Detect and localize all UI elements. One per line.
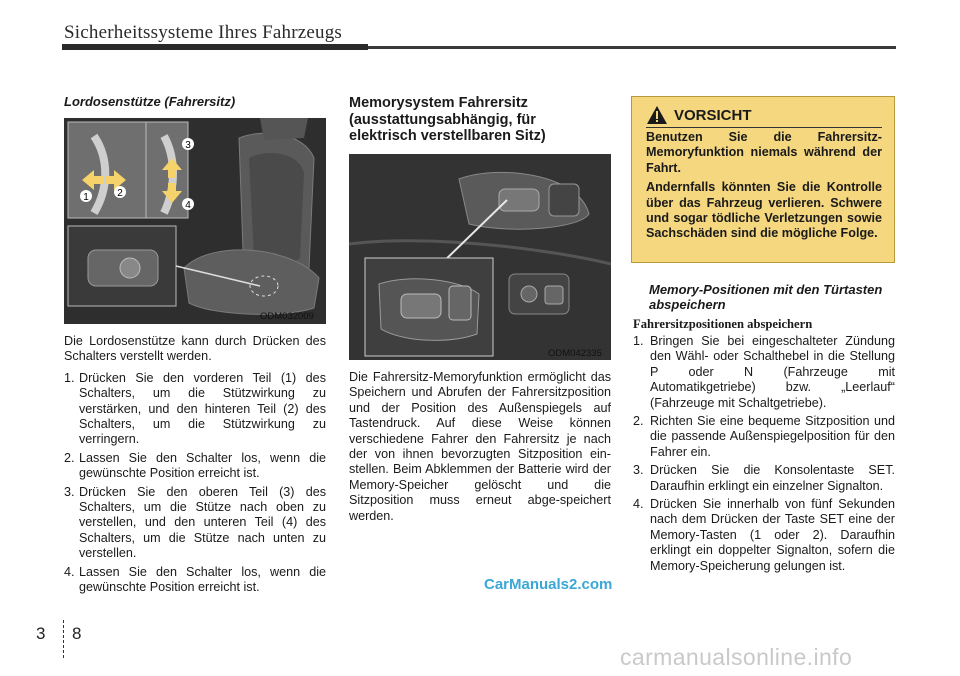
caution-p2: Andernfalls könnten Sie die Kontrolle über das Fahrzeug verlieren. Schwere und sogar tödliche Verletzungen sowie Sachschäden sind die mögliche Folge.	[646, 180, 882, 241]
lordosis-figure-caption: ODM032009	[260, 311, 314, 322]
seat-illustration	[64, 118, 326, 324]
list-item: 2. Lassen Sie den Schalter los, wenn die gewünschte Position erreicht ist.	[64, 450, 326, 481]
door-buttons-heading: Memory-Positionen mit den Türtasten abspeichern	[649, 282, 883, 312]
caution-box	[631, 96, 895, 263]
list-item: 4. Lassen Sie den Schalter los, wenn die gewünschte Position erreicht ist.	[64, 564, 326, 595]
door-panel-figure	[349, 154, 611, 360]
memory-heading: Memorysystem Fahrersitz (ausstattungsabhängig, für elektrisch verstellbaren Sitz)	[349, 95, 546, 144]
list-item: 3. Drücken Sie den oberen Teil (3) des Schalters, um die Stütze nach oben zu verstellen, und den unteren Teil (4) des Schalters, um die Stütze nach unten zu verstellen.	[64, 484, 326, 561]
header-rule-accent	[62, 44, 368, 50]
lordosis-heading: Lordosenstütze (Fahrersitz)	[64, 94, 236, 109]
page-section-number: 3	[36, 624, 46, 643]
lordosis-steps	[64, 371, 326, 596]
door-figure-caption: ODM042335	[548, 348, 602, 359]
door-steps-block	[633, 334, 895, 577]
memory-body: Die Fahrersitz-Memoryfunktion ermöglicht das Speichern und Abrufen der Fahrersitzposition und der Position des Außenspiegels auf Tastendruck. Auf diese Weise können verschiedene Fahrer den Fahrersitz je nach der von ihnen bevorzugten Sitzposition ein-stellen. Beim Abklemmen der Batterie wird der Memory-Speicher gelöscht und die Sitzposition muss erneut abge-speichert werden.	[349, 370, 611, 523]
footer-site-watermark[interactable]: carmanualsonline.info	[620, 644, 853, 670]
caution-title: VORSICHT	[674, 106, 752, 124]
memory-body-block	[349, 370, 611, 524]
lordosis-figure	[64, 118, 326, 324]
fig-label-2: 2	[117, 188, 123, 199]
list-item: 4. Drücken Sie innerhalb von fünf Sekunden nach dem Drücken der Taste SET eine der Memory-Tasten (1 oder 2). Daraufhin erklingt ein doppelter Signalton, sofern die Memory-Speicherung gelungen ist.	[633, 497, 895, 573]
door-illustration	[349, 154, 611, 360]
seat-positions-subheading: Fahrersitzpositionen abspeichern	[633, 317, 813, 331]
fig-label-3: 3	[185, 140, 191, 151]
lordosis-text-block	[64, 334, 326, 599]
caution-text	[646, 130, 882, 242]
fig-label-1: 1	[83, 192, 89, 203]
page-number: 8	[72, 624, 82, 643]
list-item: 1. Bringen Sie bei eingeschalteter Zündung den Wähl- oder Schalthebel in die Stellung P oder N (Fahrzeuge mit Automatikgetriebe) bzw. „Leerlauf“ (Fahrzeuge mit Schaltgetriebe).	[633, 334, 895, 410]
list-item: 1. Drücken Sie den vorderen Teil (1) des Schalters, um die Stützwirkung zu verstärken, und den hinteren Teil (2) des Schalters, um die Stützwirkung zu verringern.	[64, 370, 326, 447]
chapter-title: Sicherheitssysteme Ihres Fahrzeugs	[64, 22, 343, 43]
fig-label-4: 4	[185, 200, 191, 211]
caution-header	[646, 105, 882, 125]
carmanuals-watermark[interactable]: CarManuals2.com	[484, 576, 613, 593]
caution-divider	[646, 127, 882, 128]
caution-p1: Benutzen Sie die Fahrersitz-Memoryfunktion niemals während der Fahrt.	[646, 130, 882, 175]
list-item: 3. Drücken Sie die Konsolentaste SET. Daraufhin erklingt ein einzelner Signalton.	[633, 463, 895, 493]
door-steps	[633, 334, 895, 574]
list-item: 2. Richten Sie eine bequeme Sitzposition und die passende Außenspiegelposition für den Fahrer ein.	[633, 414, 895, 459]
lordosis-intro: Die Lordosenstütze kann durch Drücken des Schalters verstellt werden.	[64, 334, 326, 364]
warning-triangle-icon	[646, 105, 668, 125]
page-number-divider	[63, 620, 64, 658]
